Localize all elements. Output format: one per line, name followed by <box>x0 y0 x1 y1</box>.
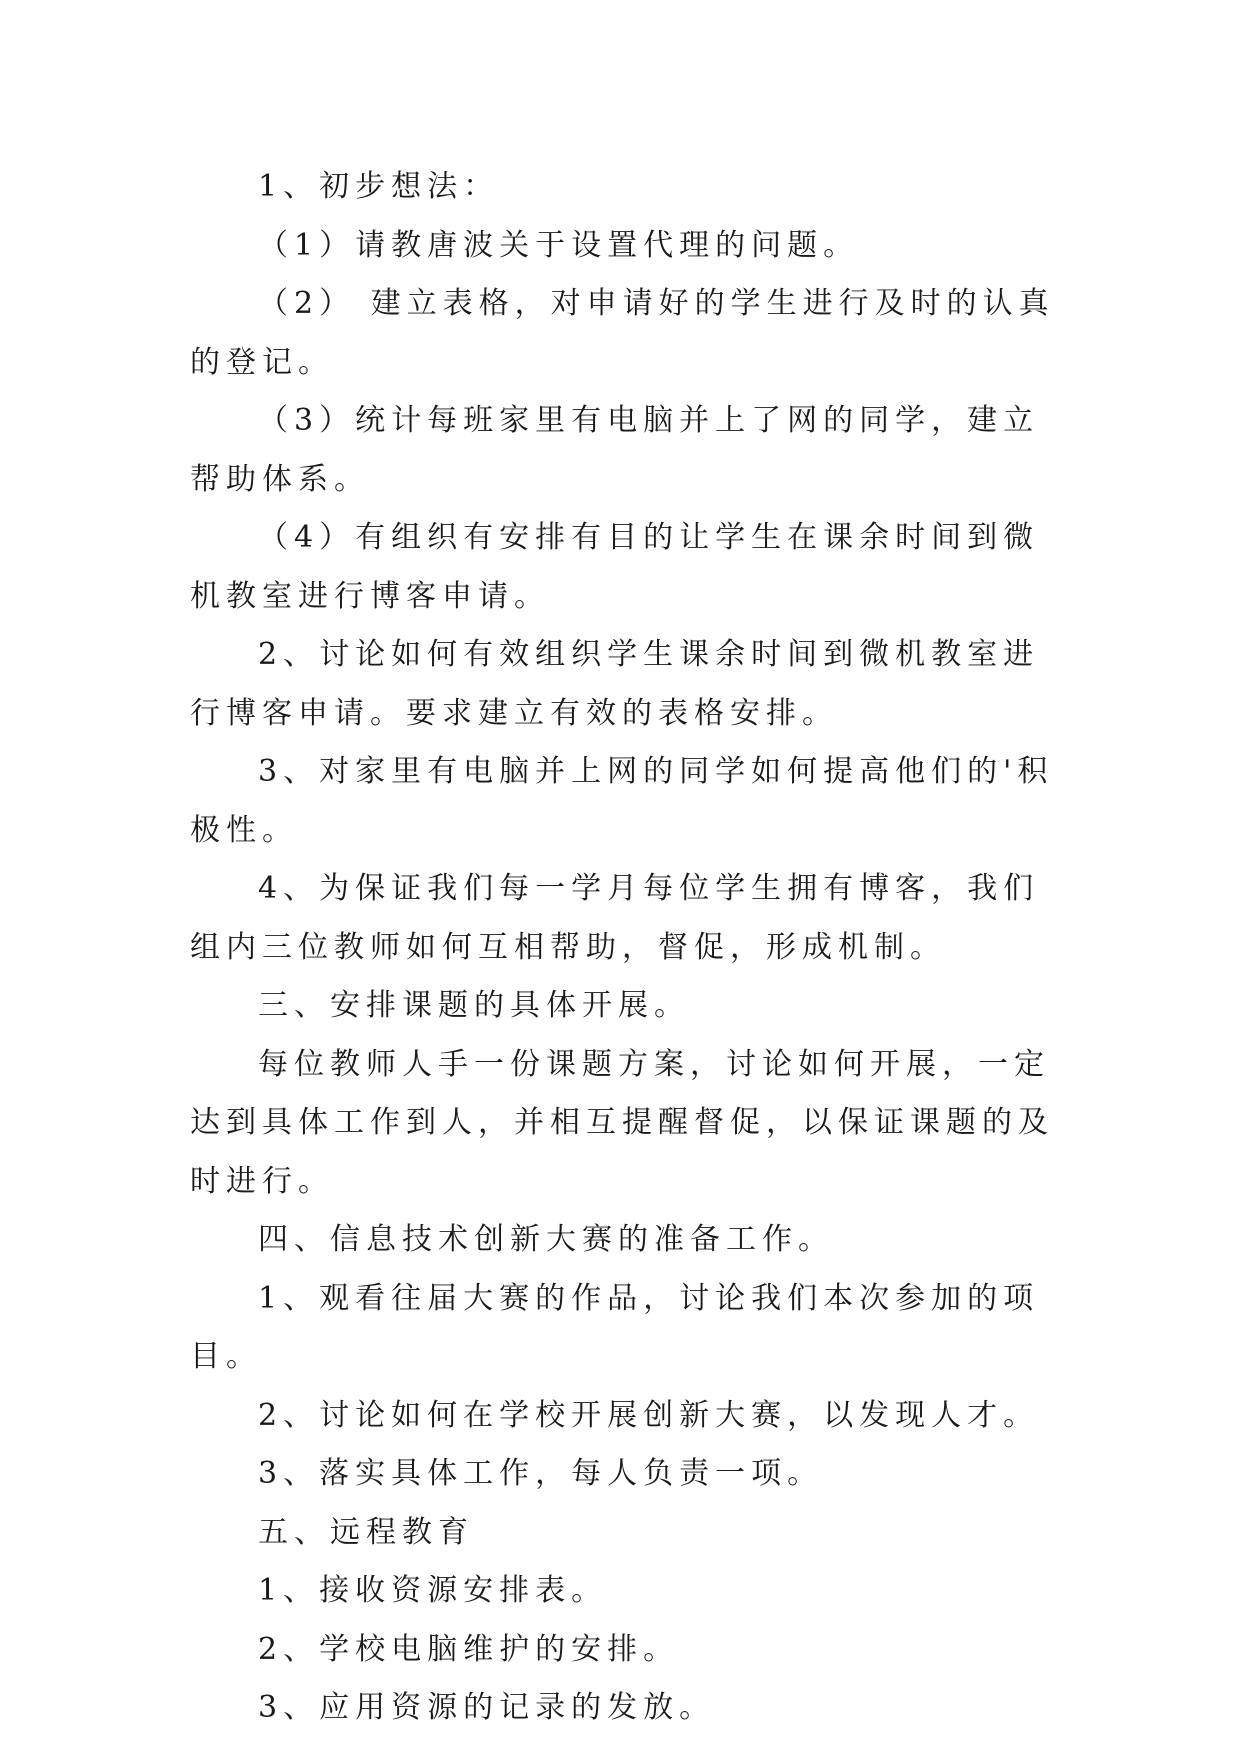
paragraph-item-4: （4）有组织有安排有目的让学生在课余时间到微机教室进行博客申请。 <box>190 520 1040 614</box>
section-heading-4: 四、信息技术创新大赛的准备工作。 <box>258 1222 834 1257</box>
paragraph-remote-2: 2、学校电脑维护的安排。 <box>258 1631 680 1667</box>
paragraph-remote-1: 1、接收资源安排表。 <box>258 1573 608 1608</box>
paragraph-point-4: 4、为保证我们每一学月每位学生拥有博客，我们组内三位教师如何互相帮助，督促，形成机制。 <box>190 871 1040 965</box>
document-body <box>190 158 1060 1738</box>
paragraph-contest-1: 1、观看往届大赛的作品，讨论我们本次参加的项目。 <box>190 1280 1040 1374</box>
paragraph-point-2: 2、讨论如何有效组织学生课余时间到微机教室进行博客申请。要求建立有效的表格安排。 <box>190 637 1040 731</box>
paragraph-point-3: 3、对家里有电脑并上网的同学如何提高他们的'积极性。 <box>190 754 1054 848</box>
paragraph-contest-2: 2、讨论如何在学校开展创新大赛，以发现人才。 <box>258 1397 1040 1433</box>
paragraph-contest-3: 3、落实具体工作，每人负责一项。 <box>258 1456 824 1491</box>
paragraph-item-2: （2） 建立表格，对申请好的学生进行及时的认真的登记。 <box>190 286 1055 380</box>
paragraph-remote-3: 3、应用资源的记录的发放。 <box>258 1690 716 1725</box>
paragraph-item-3: （3）统计每班家里有电脑并上了网的同学，建立帮助体系。 <box>190 403 1040 497</box>
section-heading-3: 三、安排课题的具体开展。 <box>258 988 690 1023</box>
paragraph-initial-ideas: 1、初步想法： <box>258 169 500 204</box>
section-heading-5: 五、远程教育 <box>258 1514 474 1550</box>
paragraph-item-1: （1）请教唐波关于设置代理的问题。 <box>258 227 860 263</box>
paragraph-plan: 每位教师人手一份课题方案，讨论如何开展，一定达到具体工作到人，并相互提醒督促，以保证课题的及时进行。 <box>190 1046 1054 1199</box>
